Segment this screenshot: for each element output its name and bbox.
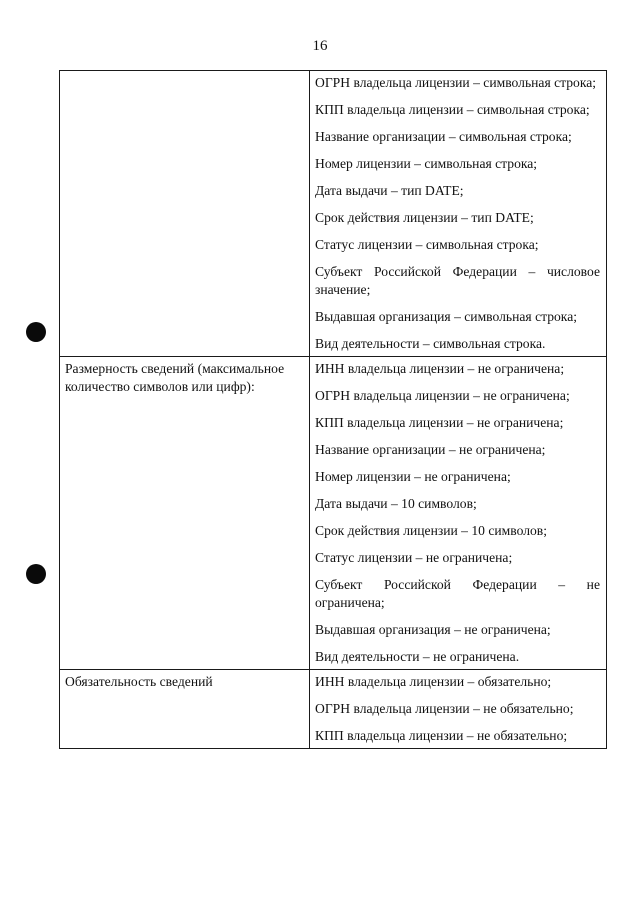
list-item: Статус лицензии – символьная строка; (315, 237, 539, 252)
list-item: Дата выдачи – тип DATE; (315, 183, 464, 198)
list-item: Дата выдачи – 10 символов; (315, 496, 477, 511)
list-item: Номер лицензии – не ограничена; (315, 469, 511, 484)
list-item: Статус лицензии – не ограничена; (315, 550, 513, 565)
spec-table (59, 70, 607, 749)
list-item: Срок действия лицензии – тип DATE; (315, 210, 534, 225)
list-item: Субъект Российской Федерации – не ограничена; (315, 577, 600, 610)
row-label (60, 71, 310, 357)
row-values (310, 670, 607, 749)
list-item: Выдавшая организация – не ограничена; (315, 622, 551, 637)
page-number: 16 (312, 38, 328, 54)
row-values (310, 357, 607, 670)
list-item: ИНН владельца лицензии – обязательно; (315, 674, 552, 689)
list-item: Срок действия лицензии – 10 символов; (315, 523, 547, 538)
list-item: Номер лицензии – символьная строка; (315, 156, 538, 171)
row-values (310, 71, 607, 357)
list-item: КПП владельца лицензии – символьная строка; (315, 102, 590, 117)
table-row (60, 71, 607, 357)
table-row (60, 670, 607, 749)
list-item: Вид деятельности – не ограничена. (315, 649, 520, 664)
list-item: ИНН владельца лицензии – не ограничена; (315, 361, 565, 376)
punch-hole-mark (26, 322, 46, 342)
punch-hole-mark (26, 564, 46, 584)
list-item: Выдавшая организация – символьная строка; (315, 309, 578, 324)
row-label: Обязательность сведений (60, 670, 310, 749)
table-row (60, 357, 607, 670)
list-item: Вид деятельности – символьная строка. (315, 336, 546, 351)
list-item: Субъект Российской Федерации – числовое значение; (315, 264, 600, 297)
list-item: КПП владельца лицензии – не обязательно; (315, 728, 568, 743)
list-item: КПП владельца лицензии – не ограничена; (315, 415, 564, 430)
list-item: Название организации – не ограничена; (315, 442, 546, 457)
list-item: ОГРН владельца лицензии – не ограничена; (315, 388, 570, 403)
list-item: ОГРН владельца лицензии – не обязательно; (315, 701, 574, 716)
list-item: Название организации – символьная строка; (315, 129, 572, 144)
list-item: ОГРН владельца лицензии – символьная строка; (315, 75, 597, 90)
row-label: Размерность сведений (максимальное количество символов или цифр): (60, 357, 310, 670)
